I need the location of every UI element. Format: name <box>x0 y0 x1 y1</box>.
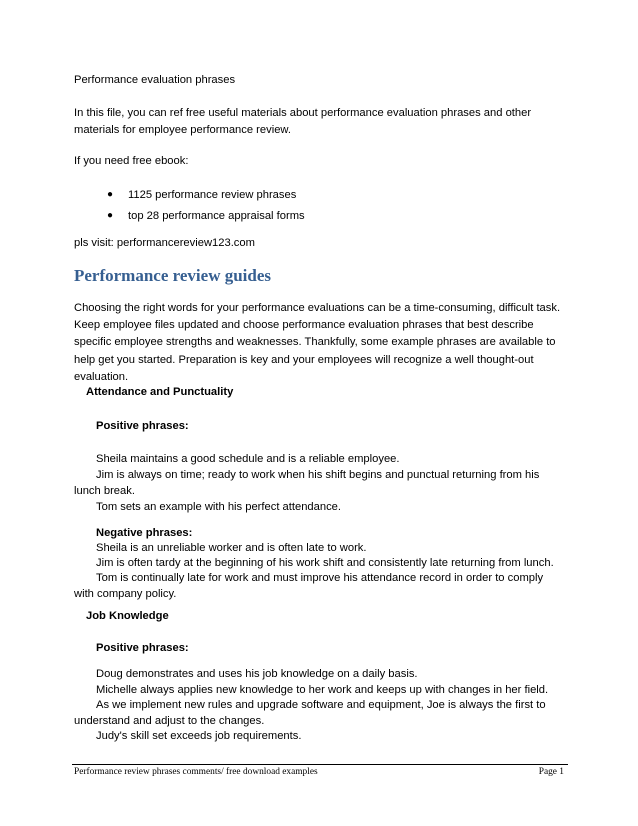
page-number: Page 1 <box>538 767 564 777</box>
footer-text: Performance review phrases comments/ free download examples <box>74 767 318 777</box>
phrase-line: Sheila maintains a good schedule and is a reliable employee. <box>96 453 400 465</box>
guides-paragraph: Choosing the right words for your performance evaluations can be a time-consuming, difficult task. Keep employee files updated and choose performance evaluation phrases that best describe specific employee strengths and weaknesses. Thankfully, some example phrases are available to help get you started. Preparation is key and your employees will recognize a well thought-out evaluation. <box>74 302 561 383</box>
knowledge-positive-label: Positive phrases: <box>96 642 189 654</box>
visit-text: pls visit: performancereview123.com <box>74 237 255 249</box>
bullet-icon: ● <box>107 189 114 200</box>
phrase-line: Doug demonstrates and uses his job knowledge on a daily basis. <box>96 668 418 680</box>
phrase-line: As we implement new rules and upgrade software and equipment, Joe is always the first to understand and adjust to the changes. <box>74 699 546 727</box>
attendance-negative-label: Negative phrases: <box>96 527 193 539</box>
phrase-line: Sheila is an unreliable worker and is often late to work. <box>96 542 367 554</box>
phrase-line: Jim is often tardy at the beginning of his work shift and consistently late returning from lunch. <box>96 557 554 569</box>
phrase-line: Judy's skill set exceeds job requirements. <box>96 730 302 742</box>
list-item: ● top 28 performance appraisal forms <box>104 206 305 227</box>
footer-divider <box>72 764 568 765</box>
phrase-line: Jim is always on time; ready to work when his shift begins and punctual returning from his lunch break. <box>74 469 540 497</box>
ebook-list <box>104 185 305 226</box>
phrase-line: Tom sets an example with his perfect attendance. <box>96 501 342 513</box>
list-item: ● 1125 performance review phrases <box>104 185 305 206</box>
bullet-icon: ● <box>107 209 114 221</box>
section-heading: Performance review guides <box>74 266 272 285</box>
intro-description: In this file, you can ref free useful materials about performance evaluation phrases and other materials for employee performance review. <box>74 107 532 137</box>
phrase-line: Tom is continually late for work and must improve his attendance record in order to comply with company policy. <box>74 572 544 600</box>
phrase-line: Michelle always applies new knowledge to her work and keeps up with changes in her field. <box>96 684 549 696</box>
knowledge-title: Job Knowledge <box>86 610 169 622</box>
ebook-prompt: If you need free ebook: <box>74 155 189 167</box>
attendance-title: Attendance and Punctuality <box>86 386 234 398</box>
document-title: Performance evaluation phrases <box>74 74 236 86</box>
attendance-positive-label: Positive phrases: <box>96 420 189 432</box>
